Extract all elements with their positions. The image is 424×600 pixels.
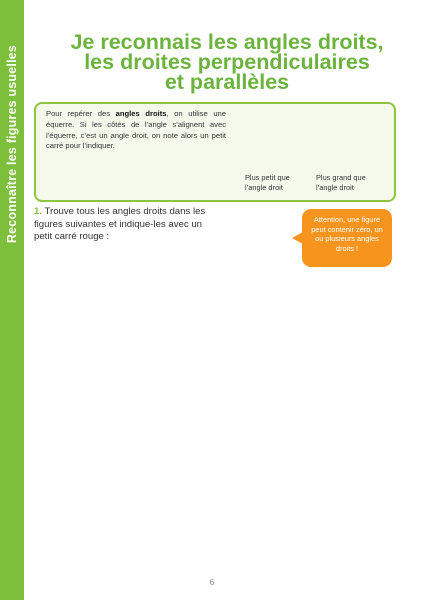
info-text: [46, 109, 226, 152]
exercise-number: 1.: [34, 206, 43, 217]
page-title: [30, 32, 424, 92]
info-text-bold: angles droits: [115, 109, 167, 118]
info-text-pre: Pour repérer des: [46, 109, 116, 118]
sidebar-label: Reconnaître les figures usuelles: [5, 44, 19, 244]
speech-bubble: Attention, une figure peut contenir zéro, un ou plusieurs angles droits !: [302, 209, 392, 267]
page-number: 6: [209, 577, 215, 587]
title-line-3: et parallèles: [164, 70, 290, 94]
title-line-1: Je reconnais les angles droits,: [70, 30, 384, 54]
caption-larger: Plus grand que l’angle droit: [316, 173, 366, 192]
sidebar-band: [0, 0, 24, 600]
exercise-text: Trouve tous les angles droits dans les figures suivantes et indique-les avec un petit carré rouge :: [34, 206, 206, 242]
title-line-2: les droites perpendiculaires: [84, 50, 370, 74]
info-text-post: , on utilise une équerre. Si les côtés de l’angle s’alignent avec l’équerre, c’est un angle droit, on note alors un petit carré pour l’indiquer.: [46, 109, 227, 151]
exercise-1: [34, 206, 210, 244]
caption-smaller: Plus petit que l’angle droit: [245, 173, 290, 192]
